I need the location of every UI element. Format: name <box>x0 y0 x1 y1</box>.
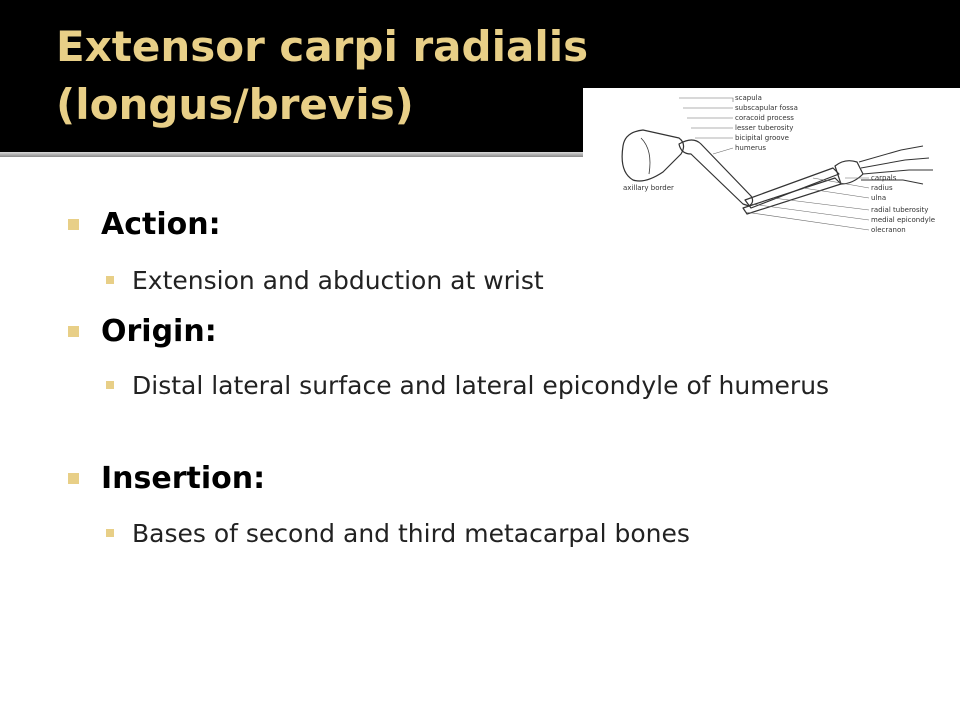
label-scapula: scapula <box>735 94 762 102</box>
bullet-square-icon <box>106 529 114 537</box>
sub-bullet-origin <box>106 367 846 405</box>
bullet-heading: Action: <box>101 207 221 242</box>
label-lesser-tuberosity: lesser tuberosity <box>735 124 794 132</box>
label-humerus: humerus <box>735 144 766 152</box>
label-olecranon: olecranon <box>871 226 906 234</box>
label-bicipital-groove: bicipital groove <box>735 134 789 142</box>
radius-shape <box>745 168 839 208</box>
label-subscapular-fossa: subscapular fossa <box>735 104 798 112</box>
label-radius: radius <box>871 184 893 192</box>
bullet-heading: Insertion: <box>101 461 266 496</box>
bullet-heading: Origin: <box>101 314 217 349</box>
title-line-1: Extensor carpi radialis <box>56 22 589 71</box>
bullet-square-icon <box>106 276 114 284</box>
scapula-shape <box>622 130 683 181</box>
bullet-detail: Extension and abduction at wrist <box>132 266 544 295</box>
sub-bullet-insertion <box>106 515 846 553</box>
label-medial-epicondyle: medial epicondyle <box>871 216 936 224</box>
arm-bone-diagram <box>583 88 960 245</box>
label-coracoid-process: coracoid process <box>735 114 794 122</box>
slide-title <box>56 18 588 134</box>
label-axillary-border: axillary border <box>623 184 674 192</box>
bullet-square-icon <box>106 381 114 389</box>
bullet-square-icon <box>68 219 79 230</box>
label-carpals: carpals <box>871 174 897 182</box>
bullet-square-icon <box>68 326 79 337</box>
label-radial-tuberosity: radial tuberosity <box>871 206 929 214</box>
bullet-detail: Distal lateral surface and lateral epicondyle of humerus <box>132 371 830 400</box>
carpals-shape <box>835 161 863 184</box>
sub-bullet-action <box>106 262 846 300</box>
bullet-square-icon <box>68 473 79 484</box>
label-ulna: ulna <box>871 194 887 202</box>
bullet-detail: Bases of second and third metacarpal bones <box>132 519 690 548</box>
title-line-2: (longus/brevis) <box>56 80 414 129</box>
